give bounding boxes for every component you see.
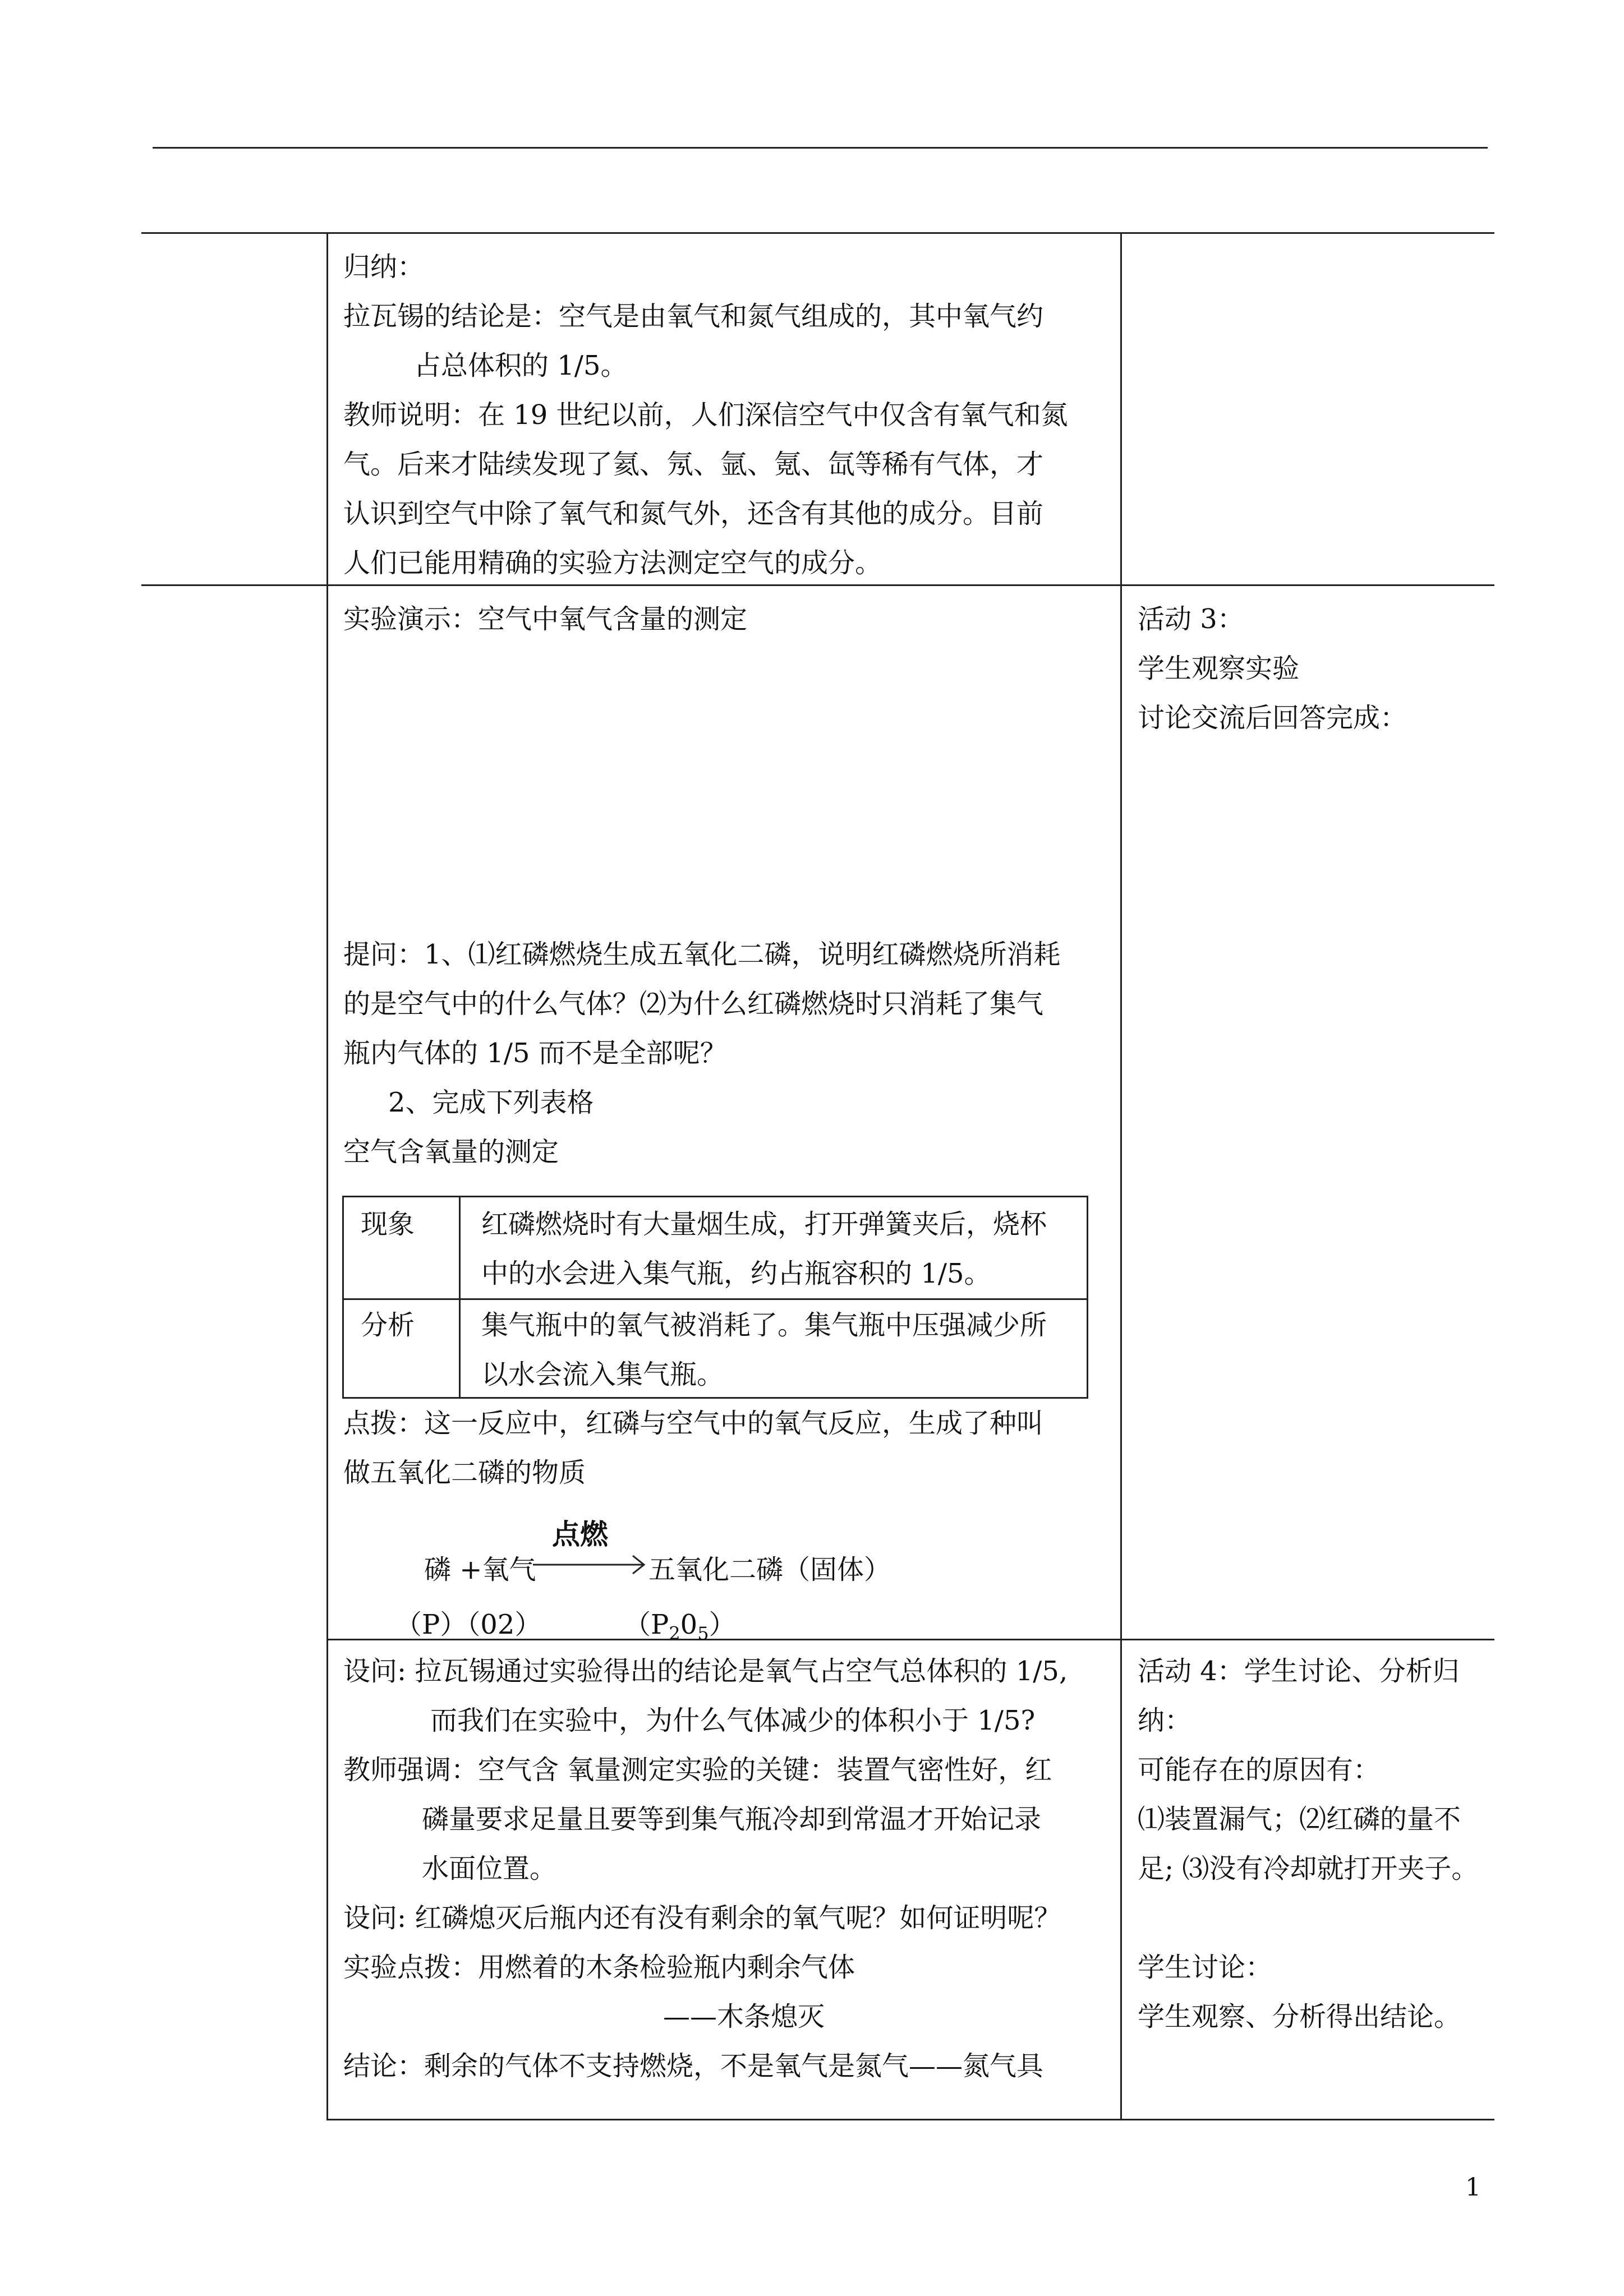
text-line: 人们已能用精确的实验方法测定空气的成分。 bbox=[343, 547, 882, 579]
text-line: 提问：1、⑴红磷燃烧生成五氧化二磷，说明红磷燃烧所消耗 bbox=[343, 939, 1061, 970]
text-line: 2、完成下列表格 bbox=[388, 1087, 594, 1118]
text-line: 红磷燃烧时有大量烟生成，打开弹簧夹后，烧杯 bbox=[481, 1209, 1047, 1240]
text-line: 足; ⑶没有冷却就打开夹子。 bbox=[1138, 1853, 1479, 1884]
text-line: 水面位置。 bbox=[422, 1853, 557, 1884]
text-line: 设问: 拉瓦锡通过实验得出的结论是氧气占空气总体积的 1/5, bbox=[343, 1656, 1068, 1687]
text-line: ——木条熄灭 bbox=[663, 2001, 825, 2032]
text-line: 认识到空气中除了氧气和氮气外，还含有其他的成分。目前 bbox=[343, 498, 1044, 529]
text-line: 气。后来才陆续发现了氦、氖、氩、氪、氙等稀有气体，才 bbox=[343, 449, 1044, 480]
formula-right bbox=[624, 1603, 736, 1644]
formula-part: 0 bbox=[680, 1609, 698, 1640]
text-line: 的是空气中的什么气体？⑵为什么红磷燃烧时只消耗了集气 bbox=[343, 988, 1044, 1020]
text-line: 实验点拨：用燃着的木条检验瓶内剩余气体 bbox=[343, 1952, 855, 1983]
text-line: 学生讨论： bbox=[1138, 1952, 1273, 1983]
header-rule bbox=[153, 147, 1488, 149]
table-bottom-border bbox=[326, 2119, 1494, 2120]
equation-condition: 点燃 bbox=[552, 1518, 608, 1551]
text-line: 讨论交流后回答完成： bbox=[1138, 702, 1407, 734]
text-line bbox=[1138, 1893, 1478, 1943]
column-divider-1 bbox=[326, 232, 328, 2120]
experiment-title bbox=[343, 594, 747, 644]
text-line: 归纳： bbox=[343, 251, 425, 283]
page-number: 1 bbox=[1465, 2173, 1481, 2202]
equation-reactants: 磷 +氧气 bbox=[424, 1554, 536, 1585]
formula-subscript: 2 bbox=[669, 1622, 680, 1644]
text-line: 学生观察、分析得出结论。 bbox=[1138, 2001, 1461, 2032]
text-line: 中的水会进入集气瓶，约占瓶容积的 1/5。 bbox=[481, 1258, 991, 1289]
formula-left: （P）（02） bbox=[395, 1609, 542, 1640]
text-line: 纳： bbox=[1138, 1705, 1192, 1736]
text-line: 空气含氧量的测定 bbox=[343, 1136, 559, 1168]
column-divider-2 bbox=[1120, 232, 1122, 2120]
text-line: 设问: 红磷熄灭后瓶内还有没有剩余的氧气呢？如何证明呢？ bbox=[343, 1902, 1061, 1934]
reaction-arrow-icon bbox=[533, 1553, 647, 1576]
formula-part: （P bbox=[624, 1609, 669, 1640]
formula-subscript: 5 bbox=[697, 1622, 709, 1644]
text-line: 结论：剩余的气体不支持燃烧，不是氧气是氮气——氮气具 bbox=[343, 2050, 1044, 2082]
text-line: ⑴装置漏气；⑵红磷的量不 bbox=[1138, 1804, 1461, 1835]
row1-content bbox=[343, 242, 1068, 588]
activity3-block bbox=[1138, 594, 1407, 743]
text-line: 教师说明：在 19 世纪以前，人们深信空气中仅含有氧气和氮 bbox=[343, 399, 1068, 431]
table-top-border bbox=[141, 232, 1494, 234]
text-line: 活动 4：学生讨论、分析归 bbox=[1138, 1656, 1460, 1687]
inner-row-divider bbox=[344, 1298, 1087, 1300]
text-line: 而我们在实验中，为什么气体减少的体积小于 1/5? bbox=[430, 1705, 1036, 1736]
text-line: 拉瓦锡的结论是：空气是由氧气和氮气组成的，其中氧气约 bbox=[343, 301, 1044, 332]
hint-block bbox=[343, 1399, 1043, 1497]
text-line: 可能存在的原因有： bbox=[1138, 1754, 1381, 1786]
text-line: 瓶内气体的 1/5 而不是全部呢？ bbox=[343, 1038, 727, 1069]
lesson-table bbox=[141, 232, 1494, 2122]
text-line: 磷量要求足量且要等到集气瓶冷却到常温才开始记录 bbox=[422, 1804, 1042, 1835]
inner-column-divider bbox=[459, 1197, 461, 1397]
text-line: 集气瓶中的氧气被消耗了。集气瓶中压强减少所 bbox=[481, 1310, 1047, 1341]
text-line: 学生观察实验 bbox=[1138, 653, 1300, 684]
text-line: 占总体积的 1/5。 bbox=[414, 350, 628, 381]
text-line: 做五氧化二磷的物质 bbox=[343, 1457, 586, 1488]
row-text bbox=[481, 1301, 1047, 1399]
row-label: 现象 bbox=[361, 1209, 415, 1240]
formula-part: ） bbox=[709, 1609, 736, 1640]
equation-product: 五氧化二磷（固体） bbox=[648, 1554, 891, 1585]
row3-content bbox=[343, 1647, 1068, 2091]
text-line: 实验演示：空气中氧气含量的测定 bbox=[343, 603, 748, 635]
row-label: 分析 bbox=[361, 1310, 415, 1341]
text-line: 教师强调：空气含 氧量测定实验的关键：装置气密性好，红 bbox=[343, 1754, 1052, 1786]
observation-table bbox=[342, 1196, 1088, 1399]
row-text bbox=[481, 1200, 1047, 1298]
text-line: 活动 3： bbox=[1138, 603, 1244, 635]
text-line: 点拨：这一反应中，红磷与空气中的氧气反应，生成了种叫 bbox=[343, 1408, 1044, 1439]
text-line: 以水会流入集气瓶。 bbox=[481, 1359, 724, 1390]
activity4-block bbox=[1138, 1647, 1478, 2041]
question-block bbox=[343, 930, 1061, 1177]
